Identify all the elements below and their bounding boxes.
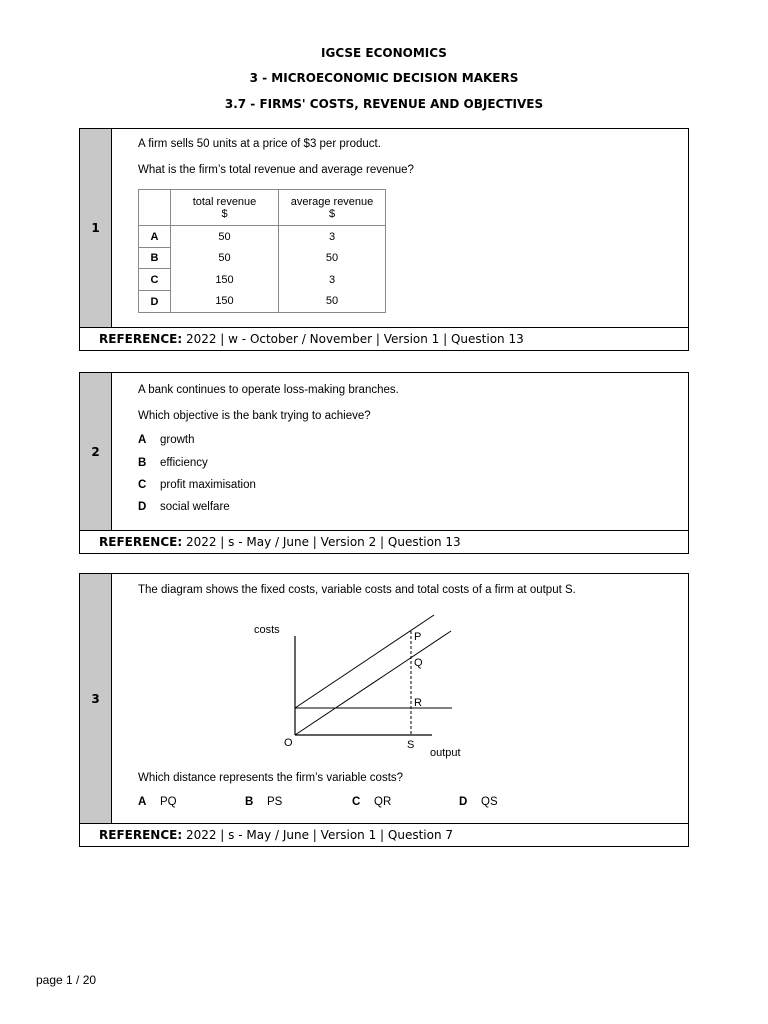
option-a: A growth xyxy=(138,434,195,446)
question-3-content xyxy=(112,574,688,823)
option-d: D QS xyxy=(459,796,498,808)
table-row: D 150 50 xyxy=(139,291,386,313)
option-c: C profit maximisation xyxy=(138,479,256,491)
point-s-label: S xyxy=(407,739,415,751)
option-a: A PQ xyxy=(138,796,177,808)
reference-line xyxy=(80,530,688,554)
reference-line xyxy=(80,327,688,351)
option-d: D social welfare xyxy=(138,501,230,513)
point-r-label: R xyxy=(414,697,422,709)
question-1-box xyxy=(79,128,689,351)
point-q-label: Q xyxy=(414,657,423,669)
topic-title: 3.7 - FIRMS' COSTS, REVENUE AND OBJECTIVES xyxy=(224,97,544,111)
x-axis-label: output xyxy=(430,747,461,759)
option-b: B efficiency xyxy=(138,457,208,469)
reference-text: 2022 | w - October / November | Version 1 | Question 13 xyxy=(185,332,524,346)
page-number: page 1 / 20 xyxy=(36,973,97,987)
option-b: B PS xyxy=(245,796,283,808)
unit-title: 3 - MICROECONOMIC DECISION MAKERS xyxy=(249,71,519,85)
y-axis-label: costs xyxy=(254,624,280,636)
question-3-box xyxy=(79,573,689,847)
cost-diagram xyxy=(254,609,482,764)
question-prompt: What is the firm’s total revenue and average revenue? xyxy=(138,164,414,176)
subject-title: IGCSE ECONOMICS xyxy=(321,46,447,60)
question-stem: The diagram shows the fixed costs, variable costs and total costs of a firm at output S. xyxy=(138,584,576,596)
table-row: B 50 50 xyxy=(139,248,386,269)
table-row: C 150 3 xyxy=(139,269,386,291)
question-number: 2 xyxy=(80,373,112,530)
col-header-total-revenue: total revenue $ xyxy=(171,190,279,226)
reference-label: REFERENCE: xyxy=(99,332,183,346)
revenue-table xyxy=(138,189,386,313)
question-2-box xyxy=(79,372,689,554)
question-number: 1 xyxy=(80,129,112,327)
col-header-average-revenue: average revenue $ xyxy=(279,190,386,226)
reference-text: 2022 | s - May / June | Version 2 | Question 13 xyxy=(185,535,461,549)
point-p-label: P xyxy=(414,631,422,643)
table-row: A 50 3 xyxy=(139,226,386,248)
origin-label: O xyxy=(284,737,293,749)
question-1-content xyxy=(112,129,688,327)
reference-text: 2022 | s - May / June | Version 1 | Question 7 xyxy=(185,828,454,842)
reference-label: REFERENCE: xyxy=(99,828,183,842)
option-c: C QR xyxy=(352,796,392,808)
question-2-content xyxy=(112,373,688,530)
reference-label: REFERENCE: xyxy=(99,535,183,549)
reference-line xyxy=(80,823,688,847)
question-prompt: Which distance represents the firm’s variable costs? xyxy=(138,772,404,784)
question-prompt: Which objective is the bank trying to achieve? xyxy=(138,410,371,422)
question-stem: A firm sells 50 units at a price of $3 per product. xyxy=(138,138,381,150)
variable-cost-line xyxy=(295,631,451,735)
question-number: 3 xyxy=(80,574,112,823)
question-stem: A bank continues to operate loss-making branches. xyxy=(138,384,399,396)
